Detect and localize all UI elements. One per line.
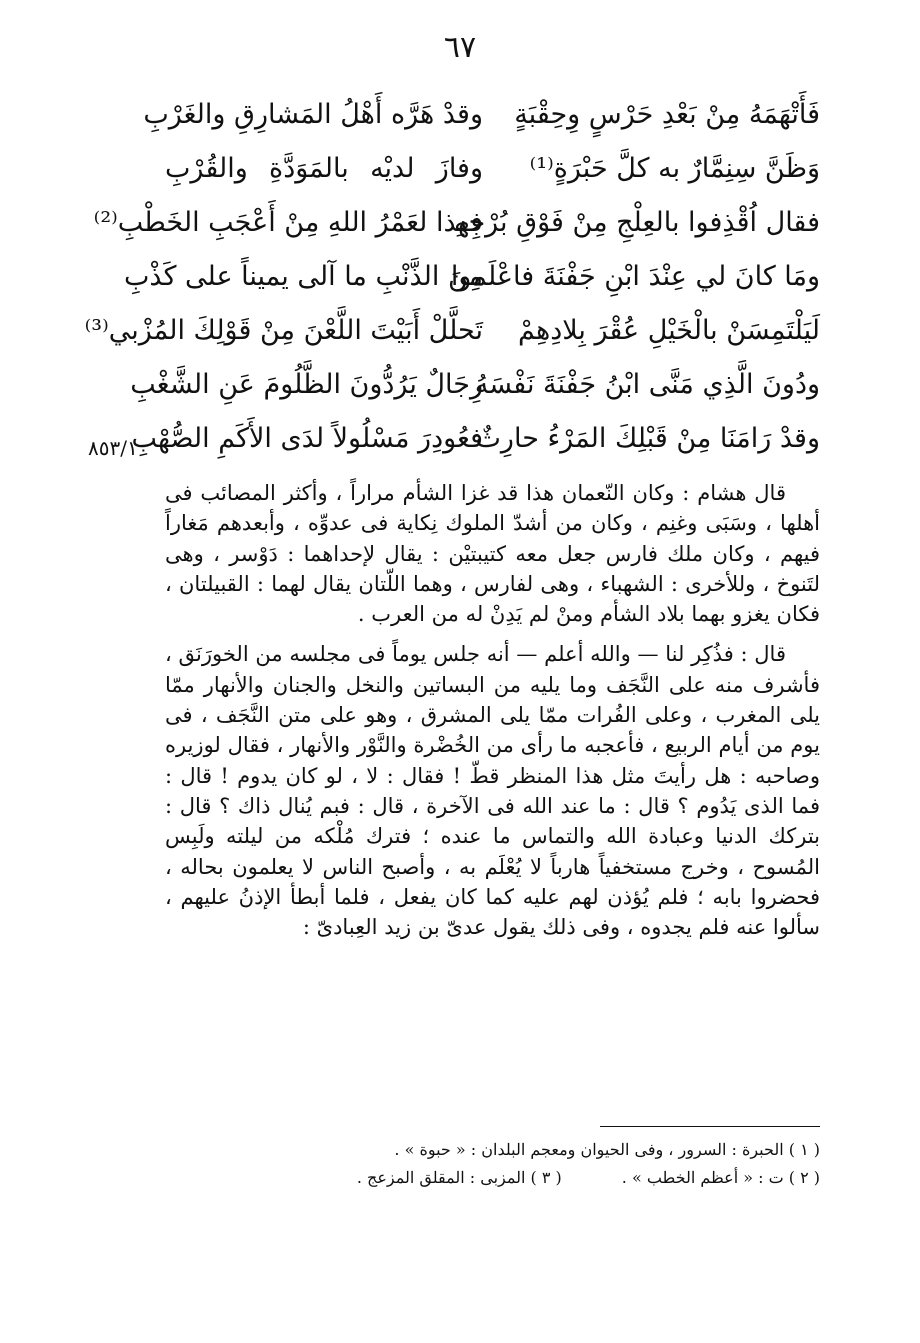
- footnote-divider: [600, 1126, 820, 1127]
- verse-first-hemistich: ودُونَ الَّذِي مَنَّى ابْنُ جَفْنَةَ نَفْسَهُ: [474, 369, 820, 400]
- verse-second-hemistich: رِجَالٌ يَرُدُّونَ الظَّلُومَ عَنِ الشَّغْبِ: [130, 369, 483, 400]
- margin-reference: ٨٥٣/١: [88, 436, 138, 460]
- footnote-3: ( ٣ ) المزبى : المقلق المزعج .: [356, 1168, 562, 1187]
- verse-line: [165, 142, 820, 196]
- verse-second-hemistich: مِنَ الذَّنْبِ ما آلى يميناً على كَذْبِ: [123, 261, 483, 292]
- verse-second-hemistich: وفازَ لديْه بالمَوَدَّةِ والقُرْبِ: [165, 153, 483, 184]
- footnote-row: [165, 1164, 820, 1192]
- verse-line: [84, 304, 820, 358]
- verse-line: [123, 250, 820, 304]
- verse-second-hemistich: وقدْ هَرَّه أَهْلُ المَشارِقِ والغَرْبِ: [143, 99, 483, 130]
- paragraph: قال : فذُكِر لنا — والله أعلم — أنه جلس يوماً فى مجلسه من الخورَنَق ، فأشرف منه على النَّجَف وما يليه من البساتين والنخل والجنان والأنهار ممّا يلى المغرب ، وعلى الفُرات ممّا يلى المشرق ، وهو على متن النَّجَف ، فى يوم من أيام الربيع ، فأعجبه ما رأى من الخُضْرة والنَّوْر والأنهار ، فقال لوزيره وصاحبه : هل رأيتَ مثل هذا المنظر قطّ ! فقال : لا ، لو كان يدوم ! قال : فما الذى يَدُوم ؟ قال : ما عند الله فى الآخرة ، قال : فبم يُنال ذاك ؟ قال : بتركك الدنيا وعبادة الله والتماس ما عنده ؛ فترك مُلْكه من ليلته ولَبِس المُسوح ، وخرج مستخفياً هارباً لا يُعْلَم به ، وأصبح الناس لا يعلمون بحاله ، فحضروا بابه ؛ فلم يُؤذن لهم عليه كما كان يفعل ، فلما أبطأ الإذنُ عليهم ، سألوا عنه فلم يجدوه ، وفى ذلك يقول عدىّ بن زيد العِبادىّ :: [165, 642, 820, 940]
- verse-line: [130, 358, 820, 412]
- verse-line: [93, 196, 820, 250]
- verse-second-hemistich: فعُودِرَ مَسْلُولاً لدَى الأَكَمِ الصُّهْبِ: [131, 423, 483, 454]
- verse-first-hemistich: وَظَنَّ سِنِمَّارٌ به كلَّ حَبْرَةٍ⁽¹⁾: [529, 153, 820, 184]
- body-text: [165, 478, 820, 952]
- verse-line: [131, 412, 820, 466]
- paragraph: قال هشام : وكان النّعمان هذا قد غزا الشأم مراراً ، وأكثر المصائب فى أهلها ، وسَبَى وغنِم ، وكان من أشدّ الملوك نِكاية فى عدوِّه ، وأبعدهم مَغاراً فيهم ، وكان ملك فارس جعل معه كتيبتيْن : يقال لإحداهما : دَوْسر ، وهى لتَنوخ ، وللأخرى : الشهباء ، وهى لفارس ، وهما اللّتان يقال لهما : القبيلتان ، فكان يغزو بهما بلاد الشأم ومنْ لم يَدِنْ له من العرب .: [165, 481, 820, 627]
- verse-first-hemistich: ومَا كانَ لي عِنْدَ ابْنِ جَفْنَةَ فاعْلَموا: [450, 261, 820, 292]
- verse-second-hemistich: فهذا لعَمْرُ اللهِ مِنْ أَعْجَبِ الخَطْبِ⁽²⁾: [93, 207, 483, 238]
- verse-first-hemistich: فقال اُقْذِفوا بالعِلْجِ مِنْ فَوْقِ بُرْجِهِ: [453, 207, 820, 238]
- verse-first-hemistich: لَيَلْتَمِسَنْ بالْخَيْلِ عُقْرَ بِلادِهِمْ: [518, 315, 820, 346]
- footnotes: [165, 1136, 820, 1192]
- page-number: ٦٧: [443, 30, 477, 65]
- verse-second-hemistich: تَحلَّلْ أَبَيْتَ اللَّعْنَ مِنْ قَوْلِكَ المُزْبي⁽³⁾: [84, 315, 483, 346]
- footnote-2: ( ٢ ) ت : « أعظم الخطب » .: [621, 1168, 820, 1187]
- verse-first-hemistich: فَأَتْهَمَهُ مِنْ بَعْدِ حَرْسٍ وِحِقْبَةٍ: [514, 99, 820, 130]
- verse-line: [143, 88, 820, 142]
- verse-first-hemistich: وقدْ رَامَنَا مِنْ قَبْلِكَ المَرْءُ حارِثٌ: [475, 423, 820, 454]
- footnote-1: ( ١ ) الحبرة : السرور ، وفى الحيوان ومعجم البلدان : « حبوة » .: [394, 1140, 820, 1159]
